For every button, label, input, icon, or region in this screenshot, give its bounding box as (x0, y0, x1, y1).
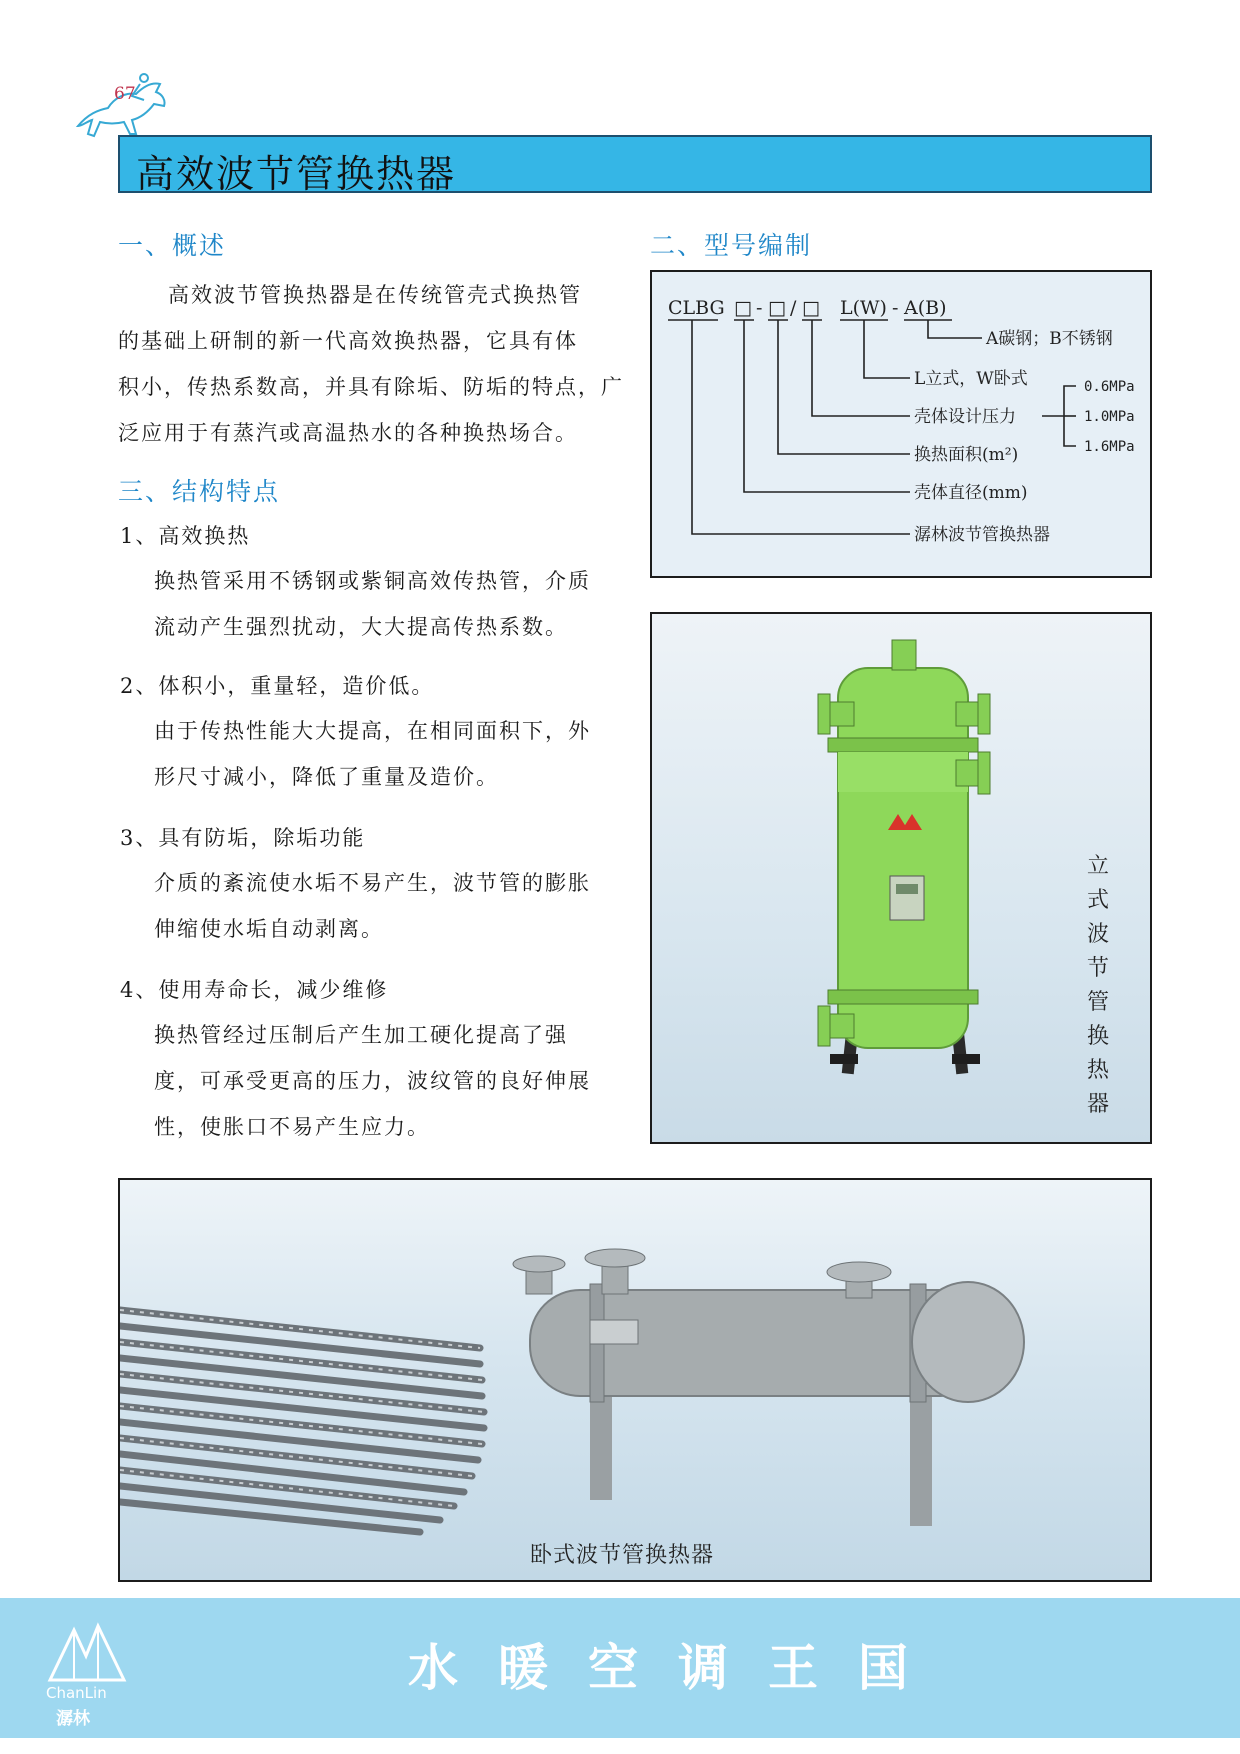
feature-line: 流动产生强烈扰动，大大提高传热系数。 (154, 615, 568, 639)
vertical-caption (1082, 850, 1114, 1122)
feature-title: 4、使用寿命长，减少维修 (120, 978, 389, 1002)
vertical-exchanger-photo (650, 612, 1152, 1144)
code-label: 换热面积(m²) (914, 445, 1019, 465)
overview-line: 的基础上研制的新一代高效换热器，它具有体 (118, 329, 578, 353)
feature-body (154, 860, 624, 952)
code-label: L立式，W卧式 (914, 369, 1028, 389)
overview-line: 泛应用于有蒸汽或高温热水的各种换热场合。 (118, 421, 578, 445)
code-part: CLBG (668, 297, 725, 319)
caption-char: 波 (1086, 922, 1109, 947)
feature-line: 伸缩使水垢自动剥离。 (154, 917, 384, 941)
code-part: □ (802, 297, 820, 319)
code-part: - (756, 297, 763, 319)
feature-line: 换热管采用不锈钢或紫铜高效传热管，介质 (154, 569, 591, 593)
feature-body (154, 708, 624, 800)
code-part: □ (768, 297, 786, 319)
pressure-option: 0.6MPa (1084, 379, 1135, 395)
footer-band (0, 1598, 1240, 1738)
feature-line: 换热管经过压制后产生加工硬化提高了强 (154, 1023, 568, 1047)
horizontal-exchanger-photo (118, 1178, 1152, 1582)
title-bar (118, 135, 1152, 196)
footer-brand-slogan: 水暖空调王国 (408, 1639, 948, 1697)
code-label: 壳体直径(mm) (914, 483, 1028, 503)
feature-title: 2、体积小，重量轻，造价低。 (120, 674, 435, 698)
caption-char: 器 (1086, 1092, 1109, 1117)
feature-title: 3、具有防垢，除垢功能 (120, 826, 366, 850)
page-number: 67 (114, 84, 136, 104)
code-part: □ (734, 297, 752, 319)
caption-char: 立 (1086, 854, 1109, 879)
vertical-exchanger-image (652, 614, 1150, 1142)
page-title: 高效波节管换热器 (136, 152, 457, 196)
model-heading: 二、型号编制 (650, 231, 813, 260)
code-part: A(B) (904, 297, 947, 319)
overview-paragraph (118, 272, 624, 456)
feature-title: 1、高效换热 (120, 524, 251, 548)
feature-line: 性，使胀口不易产生应力。 (154, 1115, 430, 1139)
horizontal-caption: 卧式波节管换热器 (530, 1543, 715, 1568)
feature-line: 介质的紊流使水垢不易产生，波节管的膨胀 (154, 871, 591, 895)
code-part: - (892, 297, 899, 319)
logo-english-name: ChanLin (46, 1684, 107, 1702)
feature-line: 形尺寸减小，降低了重量及造价。 (154, 765, 499, 789)
feature-line: 度，可承受更高的压力，波纹管的良好伸展 (154, 1069, 591, 1093)
feature-body (154, 1012, 624, 1150)
pressure-option: 1.6MPa (1084, 439, 1135, 455)
overview-line: 积小，传热系数高，并具有除垢、防垢的特点，广 (118, 375, 624, 399)
model-code-lines (652, 272, 1154, 580)
code-label: 潺林波节管换热器 (914, 525, 1050, 545)
caption-char: 式 (1086, 888, 1109, 913)
caption-char: 节 (1086, 956, 1109, 981)
code-part: L(W) (840, 297, 887, 319)
logo-chinese-name: 潺林 (56, 1709, 90, 1729)
code-label: A碳钢；B不锈钢 (986, 329, 1113, 349)
code-label: 壳体设计压力 (914, 407, 1016, 427)
overview-line: 高效波节管换热器是在传统管壳式换热管 (168, 283, 582, 307)
horizontal-exchanger-image (120, 1180, 1150, 1580)
feature-body (154, 558, 624, 650)
model-code-diagram (650, 270, 1152, 578)
structure-heading: 三、结构特点 (118, 477, 281, 506)
feature-line: 由于传热性能大大提高，在相同面积下，外 (154, 719, 591, 743)
pressure-option: 1.0MPa (1084, 409, 1135, 425)
caption-char: 热 (1086, 1058, 1109, 1083)
caption-char: 换 (1086, 1024, 1109, 1049)
code-part: / (790, 297, 797, 319)
overview-heading: 一、概述 (118, 231, 227, 260)
caption-char: 管 (1086, 990, 1109, 1015)
